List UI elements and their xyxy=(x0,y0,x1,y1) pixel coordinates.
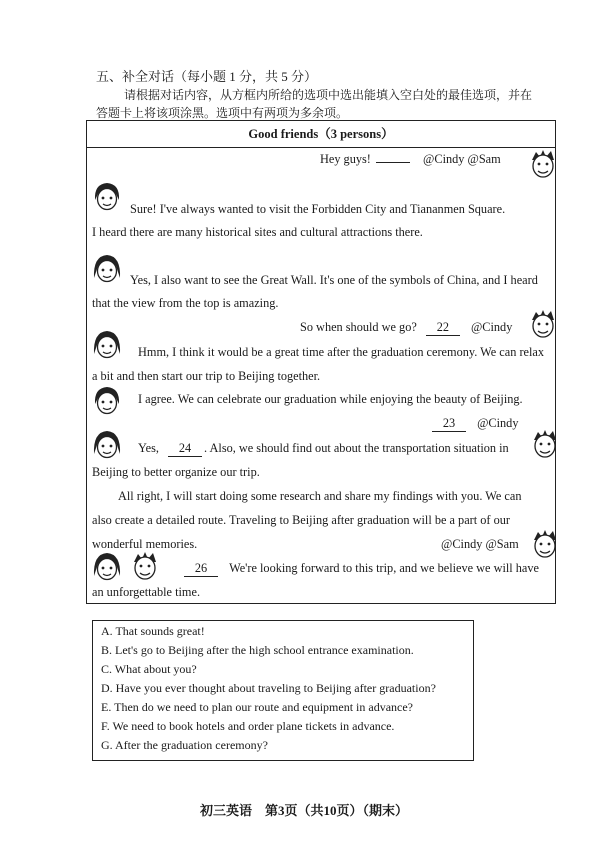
dialogue-line: Yes, I also want to see the Great Wall. It's one of the symbols of China, and I heard xyxy=(130,273,538,287)
dialogue-line xyxy=(300,320,512,336)
dialogue-line: that the view from the top is amazing. xyxy=(92,296,279,310)
line-text: Hey guys! xyxy=(320,152,371,166)
section-title: 五、补全对话（每小题 1 分，共 5 分） xyxy=(96,69,318,84)
dialogue-line xyxy=(320,152,501,167)
girl-avatar-icon xyxy=(92,328,122,362)
girl-avatar-icon xyxy=(92,428,122,462)
line-text: We're looking forward to this trip, and we believe we will have xyxy=(229,561,539,575)
dialogue-line: All right, I will start doing some research and share my findings with you. We can xyxy=(118,489,522,503)
line-text: . Also, we should find out about the transportation situation in xyxy=(204,441,509,455)
mention-text: @Cindy xyxy=(470,320,513,334)
dialogue-line: also create a detailed route. Traveling to Beijing after graduation will be a part of our xyxy=(92,513,510,527)
dialogue-line: wonderful memories. xyxy=(92,537,198,551)
boy-avatar-icon xyxy=(130,550,160,584)
option-c[interactable]: C. What about you? xyxy=(101,662,197,676)
line-text: Yes, xyxy=(138,441,159,455)
dialogue-line: an unforgettable time. xyxy=(92,585,201,599)
option-d[interactable]: D. Have you ever thought about traveling to Beijing after graduation? xyxy=(101,681,436,695)
dialogue-line: Hmm, I think it would be a great time after the graduation ceremony. We can relax xyxy=(138,345,545,359)
dialogue-line: I heard there are many historical sites and cultural attractions there. xyxy=(92,225,423,239)
options-box xyxy=(92,620,474,761)
mention-text: @Cindy @Sam xyxy=(423,152,501,166)
boy-avatar-icon xyxy=(530,428,560,462)
boy-avatar-icon xyxy=(528,308,558,342)
dialogue-line xyxy=(138,441,509,457)
instruction-line-1: 请根据对话内容，从方框内所给的选项中选出能填入空白处的最佳选项，并在 xyxy=(124,88,533,102)
option-f[interactable]: F. We need to book hotels and order plane tickets in advance. xyxy=(101,719,395,733)
dialogue-line: Sure! I've always wanted to visit the Forbidden City and Tiananmen Square. xyxy=(130,202,506,216)
dialogue-line xyxy=(182,561,539,577)
page-footer: 初三英语 第3页（共10页）（期末） xyxy=(200,803,409,818)
answer-blank[interactable]: 24 xyxy=(168,441,202,457)
mention-text: @Cindy @Sam xyxy=(441,537,519,551)
answer-blank[interactable]: 26 xyxy=(184,561,218,577)
girl-avatar-icon xyxy=(92,550,122,584)
dialogue-box xyxy=(86,120,556,604)
mention-text: @Cindy xyxy=(477,416,519,430)
boy-avatar-icon xyxy=(530,528,560,562)
boy-avatar-icon xyxy=(528,148,558,182)
option-b[interactable]: B. Let's go to Beijing after the high school entrance examination. xyxy=(101,643,414,657)
option-a[interactable]: A. That sounds great! xyxy=(101,624,205,638)
girl-avatar-icon xyxy=(92,252,122,286)
answer-blank[interactable] xyxy=(376,162,410,163)
girl-avatar-icon xyxy=(92,384,122,418)
dialogue-line: I agree. We can celebrate our graduation while enjoying the beauty of Beijing. xyxy=(138,392,523,406)
dialogue-line: Beijing to better organize our trip. xyxy=(92,465,260,479)
option-g[interactable]: G. After the graduation ceremony? xyxy=(101,738,268,752)
dialogue-line xyxy=(430,416,518,432)
answer-blank[interactable]: 23 xyxy=(432,416,466,432)
dialogue-header: Good friends（3 persons） xyxy=(87,121,555,148)
answer-blank[interactable]: 22 xyxy=(426,320,460,336)
instruction-line-2: 答题卡上将该项涂黑。选项中有两项为多余项。 xyxy=(96,106,349,120)
line-text: So when should we go? xyxy=(300,320,417,334)
option-e[interactable]: E. Then do we need to plan our route and equipment in advance? xyxy=(101,700,414,714)
girl-avatar-icon xyxy=(92,180,122,214)
dialogue-line: a bit and then start our trip to Beijing together. xyxy=(92,369,321,383)
